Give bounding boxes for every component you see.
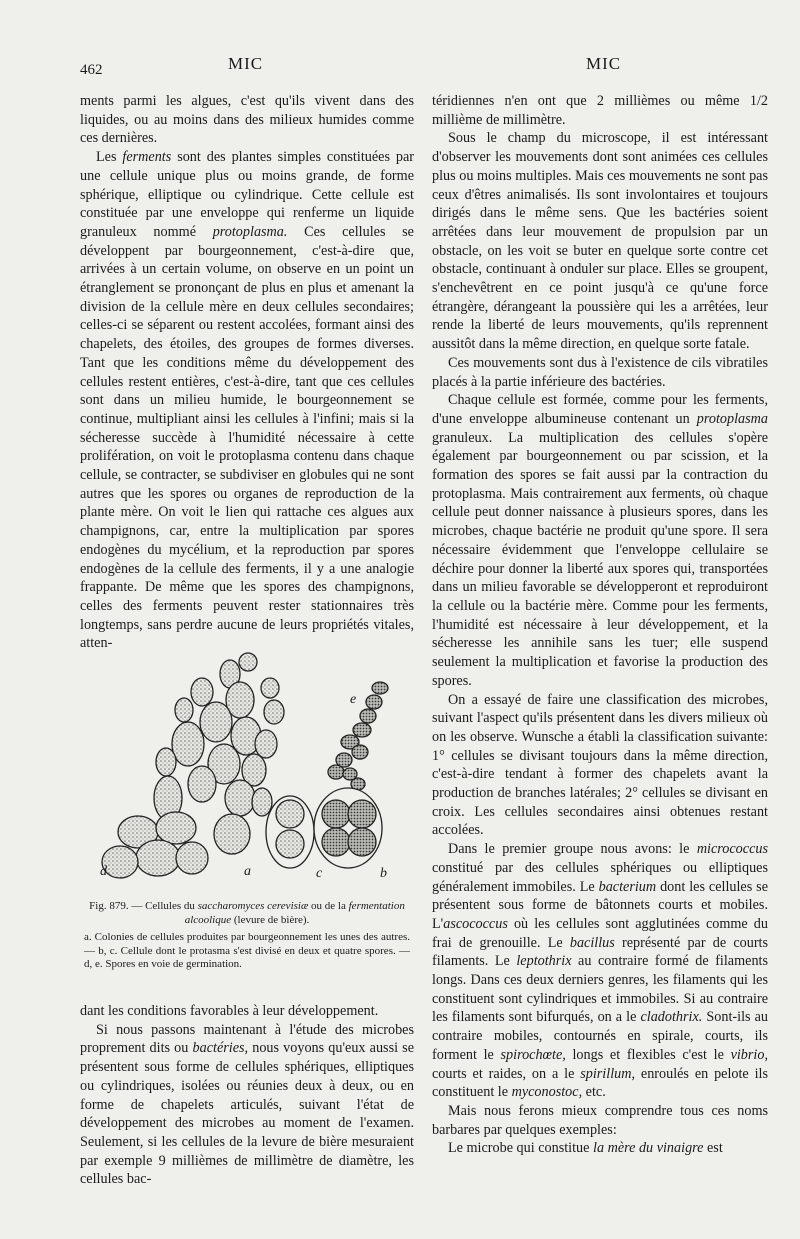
paragraph: Si nous passons maintenant à l'étude des microbes proprement dits ou bactéries, nous voyons qu'eux aussi se présentent sous forme de cellules sphériques, elliptiques ou cylindriques, isolées ou réunies deux à deux, ou en forme de chapelets articulés, suivant l'état de développement des microbes au moment de l'examen. Seulement, si les cellules de la levure de bière mesuraient par exemple 9 millièmes de millimètre de diamètre, les cellules bac- — [80, 1021, 414, 1188]
paragraph: Chaque cellule est formée, comme pour les ferments, d'une enveloppe albumineuse contenant un protoplasma granuleux. La multiplication des cellules s'opère également par bourgeonnement ou par scission, et la formation des spores se fait aussi par la contraction du protoplasma. Mais contrairement aux ferments, où chaque cellule peut donner naissance à plusieurs spores, dans les microbes, chaque bactérie ne produit qu'une spore. Il sera nécessaire évidemment que l'enveloppe cellulaire se déchire pour donner la liberté aux spores qui, transportées dans un milieu favorable se développeront et reproduiront la cellule ou la bactérie mère. Comme pour les ferments, l'humidité est nécessaire à leur développement, et la sécheresse les annihile sans les tuer; elle suspend seulement la multiplication et favorise la production des spores. — [432, 392, 768, 689]
paragraph: Ces mouvements sont dus à l'existence de cils vibratiles placés à la partie inférieure des bactéries. — [432, 354, 768, 390]
caption-legend: a. Colonies de cellules produites par bourgeonnement les unes des autres. — b, c. Cellule dont le protasma s'est divisé en deux et quatre spores. — d, e. Spores en voie de germination. — [84, 931, 410, 970]
paragraph: On a essayé de faire une classification des microbes, suivant l'aspect qu'ils présentent dans les divers milieux où on les observe. Wunsche a établi la classification suivante: 1° cellules se divisant toujours dans la même direction, c'est-à-dire tendant à former des chapelets avant la production de branches latérales; 2° cellules se divisant en croix. Les cellules secondaires ainsi obtenues restant accolées. — [432, 691, 768, 839]
running-head-right: MIC — [586, 54, 622, 73]
left-column — [80, 92, 414, 653]
paragraph: Mais nous ferons mieux comprendre tous ces noms barbares par quelques exemples: — [432, 1102, 768, 1138]
paragraph: téridiennes n'en ont que 2 millièmes ou même 1/2 millième de millimètre. — [432, 93, 768, 128]
paragraph: Sous le champ du microscope, il est intéressant d'observer les mouvements dont sont animées ces cellules plus ou moins multiples. Mais ces mouvements ne sont pas ceux d'êtres animalisés. Ils sont involontaires et toujours dirigés dans le même sens. Que les bactéries soient arrêtées dans leur mouvement de propulsion par un obstacle, on les voit se buter en quelque sorte contre cet obstacle, continuant à onduler sur place. Elles se groupent, s'enchevêtrent en ce point jusqu'à ce qu'une force étrangère, dérangeant la poussière qui les a arrêtées, leur rende la liberté de leurs mouvements, qu'ils reprennent aussitôt dans la même direction, en quelque sorte fatale. — [432, 130, 768, 353]
figure-label-c: c — [316, 866, 323, 881]
caption-title: Fig. 879. — Cellules du saccharomyces cerevisiæ ou de la fermentation alcoolique (levure de bière). — [89, 900, 405, 926]
running-head-left: MIC — [228, 54, 264, 73]
paragraph: Le microbe qui constitue la mère du vinaigre est — [448, 1140, 723, 1157]
yeast-cells-figure — [80, 652, 414, 892]
paragraph: Les ferments sont des plantes simples constituées par une cellule unique plus ou moins grande, de forme sphérique, elliptique ou cylindrique. Cette cellule est constituée par une enveloppe qui renferme un liquide granuleux nommé protoplasma. Ces cellules se développent par bourgeonnement, c'est-à-dire que, arrivées à un certain volume, on observe en un point un étranglement se prononçant de plus en plus et amenant la division de la cellule mère en deux cellules secondaires; celles-ci se séparent ou restent accolées, formant ainsi des chapelets, des étoiles, des groupes de formes diverses. Tant que les conditions même du développement des cellules restent entières, c'est-à-dire, tant que ces cellules sont dans un milieu humide, le bourgeonnement se continue, multipliant ainsi les cellules à l'infini; mais si la sécheresse succède à l'humidité nécessaire à cette prolifération, on voit le protoplasma contenu dans chaque cellule, se contracter, se subdiviser en globules qui ne sont autres que les spores ou organes de reproduction de la plante mère. On voit le lien qui rattache ces algues aux champignons, car, entre la multiplication par spores endogènes du mycélium, et la reproduction par spores endogènes de la cellule des ferments, il y a une analogie frappante. De même que les spores des champignons, celles des ferments peuvent rester stationnaires très longtemps, sans perdre aucune de leurs propriétés vitales, atten- — [80, 149, 414, 652]
yeast-cells-illustration — [80, 652, 414, 892]
right-column — [432, 92, 768, 1158]
page-header — [0, 46, 800, 86]
figure-label-a: a — [244, 864, 251, 879]
figure-caption — [84, 900, 410, 972]
paragraph: dant les conditions favorables à leur développement. — [80, 1003, 379, 1019]
figure-label-b: b — [380, 866, 387, 881]
figure-label-d: d — [100, 864, 107, 879]
figure-label-e: e — [350, 692, 357, 707]
paragraph: Dans le premier groupe nous avons: le micrococcus constitué par des cellules sphériques ou elliptiques généralement immobiles. Le bacterium dont les cellules se présentent sous forme de bâtonnets courts et mobiles. L'ascococcus où les cellules sont agglutinées comme du frai de grenouille. Le bacillus représenté par de courts filaments. Le leptothrix au contraire formé de filaments longs. Dans ces deux derniers genres, les filaments qui les constituent sont cylindriques et immobiles. Si au contraire les filaments sont bifurqués, on a le cladothrix. Sont-ils au contraire mobiles, contournés en spirale, courts, ils forment le spirochœte, longs et flexibles c'est le vibrio, courts et raides, on a le spirillum, enroulés en pelote ils constituent le myconostoc, etc. — [432, 841, 769, 1101]
page-number: 462 — [80, 62, 103, 78]
left-column-continued — [80, 1002, 414, 1189]
paragraph: ments parmi les algues, c'est qu'ils vivent dans des liquides, ou au moins dans des milieux humides comme ces dernières. — [80, 93, 414, 147]
